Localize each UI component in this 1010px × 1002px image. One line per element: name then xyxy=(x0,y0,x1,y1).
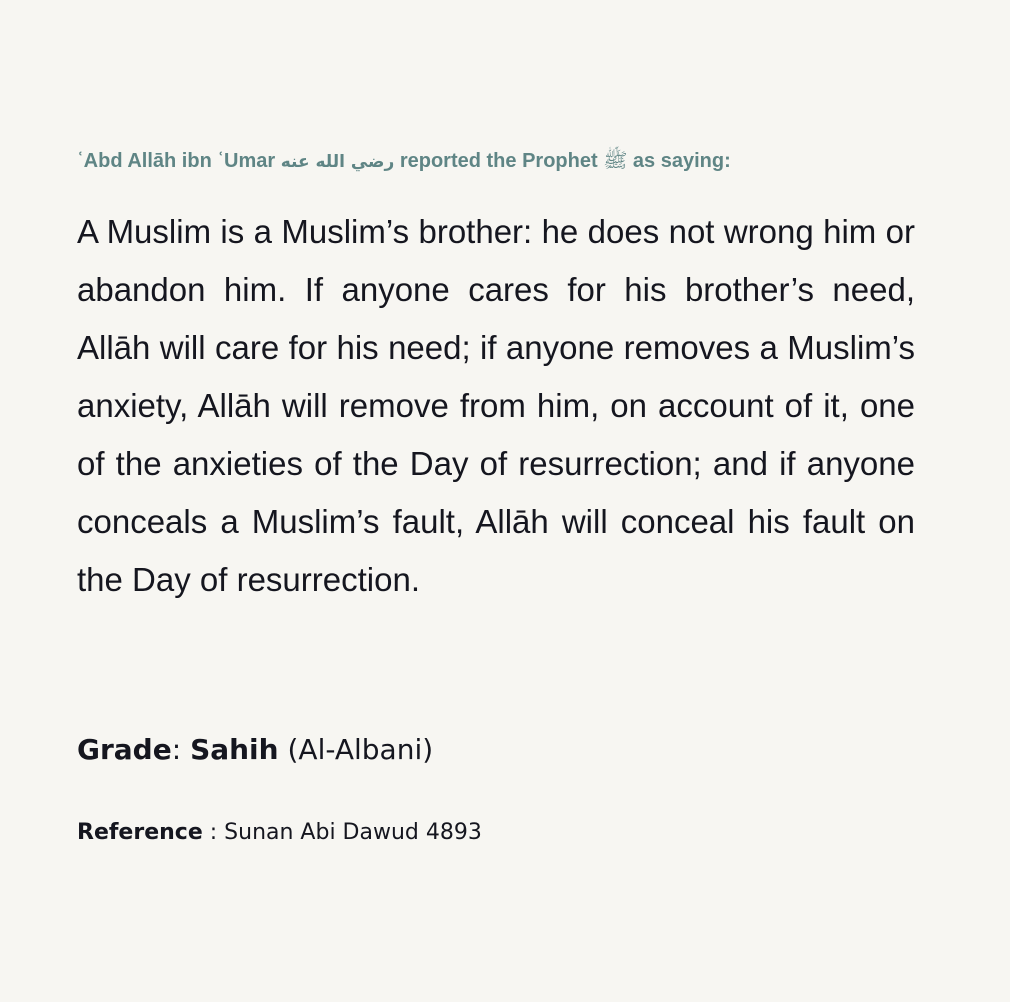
narration-middle: reported the Prophet xyxy=(394,150,604,172)
grade-label: Grade xyxy=(77,733,172,766)
reference-separator: : xyxy=(202,820,225,845)
narration-end: as saying: xyxy=(627,150,731,172)
grade-line xyxy=(77,733,433,766)
grade-value: Sahih xyxy=(190,733,279,766)
reference-line xyxy=(77,820,482,845)
hadith-text: A Muslim is a Muslim’s brother: he does not wrong him or abandon him. If anyone cares for his brother’s need, Allāh will care for his need; if anyone removes a Muslim’s anxiety, Allāh will remove from him, on account of it, one of the anxieties of the Day of resurrection; and if anyone conceals a Muslim’s fault, Allāh will conceal his fault on the Day of resurrection. xyxy=(77,213,915,598)
grade-authority: (Al-Albani) xyxy=(278,733,434,766)
reference-value: Sunan Abi Dawud 4893 xyxy=(224,820,482,845)
narrator-name: ʿAbd Allāh ibn ʿUmar xyxy=(77,150,281,172)
reference-label: Reference xyxy=(77,820,203,845)
grade-separator: : xyxy=(171,733,191,766)
arabic-honorific: رضي الله عنه xyxy=(280,152,395,172)
narrator-line xyxy=(77,148,937,177)
salawat-icon: ﷺ xyxy=(603,148,628,172)
